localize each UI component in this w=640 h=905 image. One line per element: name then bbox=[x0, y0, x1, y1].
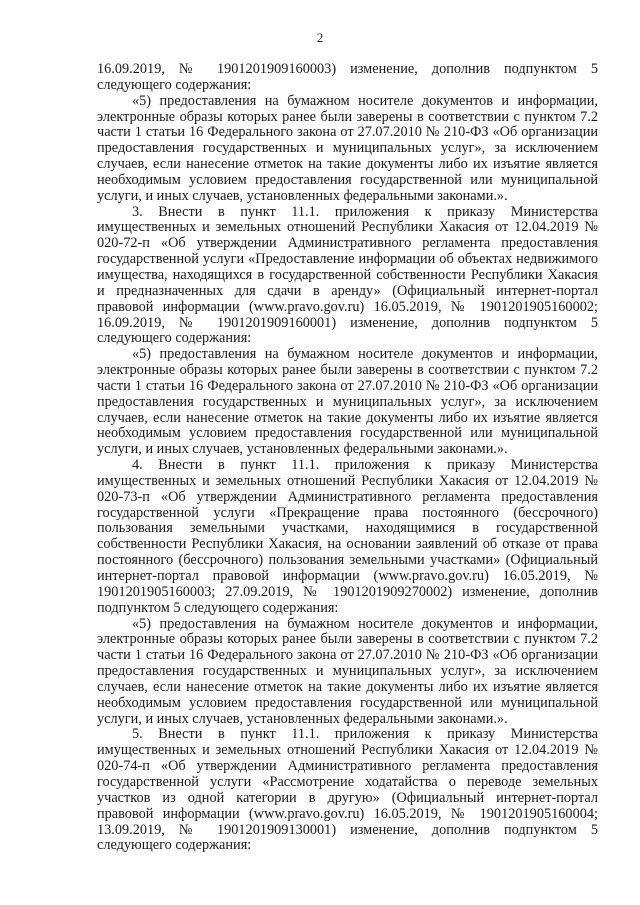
paragraph-item-4: 4. Внести в пункт 11.1. приложения к приказу Министерства имущественных и земельных отношений Республики Хакасия от 12.04.2019 № 020-73-п «Об утверждении Административного регламента предоставления государственной услуги «Прекращение права постоянного (бессрочного) пользования земельными участками, находящимися в государственной собственности Республики Хакасия, на основании заявлений об отказе от права постоянного (бессрочного) пользования земельными участками» (Официальный интернет-портал правовой информации (www.pravo.gov.ru) 16.05.2019, № 1901201905160003; 27.09.2019, № 1901201909270002) изменение, дополнив подпунктом 5 следующего содержания: bbox=[97, 457, 598, 616]
document-body bbox=[97, 62, 598, 854]
paragraph-subpoint-5: «5) предоставления на бумажном носителе документов и информации, электронные образы которых ранее были заверены в соответствии с пунктом 7.2 части 1 статьи 16 Федерального закона от 27.07.2010 № 210-ФЗ «Об организации предоставления государственных и муниципальных услуг», за исключением случаев, если нанесение отметок на такие документы либо их изъятие является необходимым условием предоставления государственной или муниципальной услуги, и иных случаев, установленных федеральными законами.». bbox=[97, 346, 598, 458]
paragraph-item-3: 3. Внести в пункт 11.1. приложения к приказу Министерства имущественных и земельных отношений Республики Хакасия от 12.04.2019 № 020-72-п «Об утверждении Административного регламента предоставления государственной услуги «Предоставление информации об объектах недвижимого имущества, находящихся в государственной собственности Республики Хакасия и предназначенных для сдачи в аренду» (Официальный интернет-портал правовой информации (www.pravo.gov.ru) 16.05.2019, № 1901201905160002; 16.09.2019, № 1901201909160001) изменение, дополнив подпунктом 5 следующего содержания: bbox=[97, 203, 598, 347]
paragraph-subpoint-5: «5) предоставления на бумажном носителе документов и информации, электронные образы которых ранее были заверены в соответствии с пунктом 7.2 части 1 статьи 16 Федерального закона от 27.07.2010 № 210-ФЗ «Об организации предоставления государственных и муниципальных услуг», за исключением случаев, если нанесение отметок на такие документы либо их изъятие является необходимым условием предоставления государственной или муниципальной услуги, и иных случаев, установленных федеральными законами.». bbox=[97, 615, 598, 727]
paragraph-continuation: 16.09.2019, № 1901201909160003) изменение, дополнив подпунктом 5 следующего содержания: bbox=[97, 61, 598, 93]
paragraph-subpoint-5: «5) предоставления на бумажном носителе документов и информации, электронные образы которых ранее были заверены в соответствии с пунктом 7.2 части 1 статьи 16 Федерального закона от 27.07.2010 № 210-ФЗ «Об организации предоставления государственных и муниципальных услуг», за исключением случаев, если нанесение отметок на такие документы либо их изъятие является необходимым условием предоставления государственной или муниципальной услуги, и иных случаев, установленных федеральными законами.». bbox=[97, 92, 598, 204]
page-number: 2 bbox=[316, 30, 324, 45]
paragraph-item-5: 5. Внести в пункт 11.1. приложения к приказу Министерства имущественных и земельных отношений Республики Хакасия от 12.04.2019 № 020-74-п «Об утверждении Административного регламента предоставления государственной услуги «Рассмотрение ходатайства о переводе земельных участков из одной категории в другую» (Официальный интернет-портал правовой информации (www.pravo.gov.ru) 16.05.2019, № 1901201905160004; 13.09.2019, № 1901201909130001) изменение, дополнив подпунктом 5 следующего содержания: bbox=[97, 726, 598, 854]
